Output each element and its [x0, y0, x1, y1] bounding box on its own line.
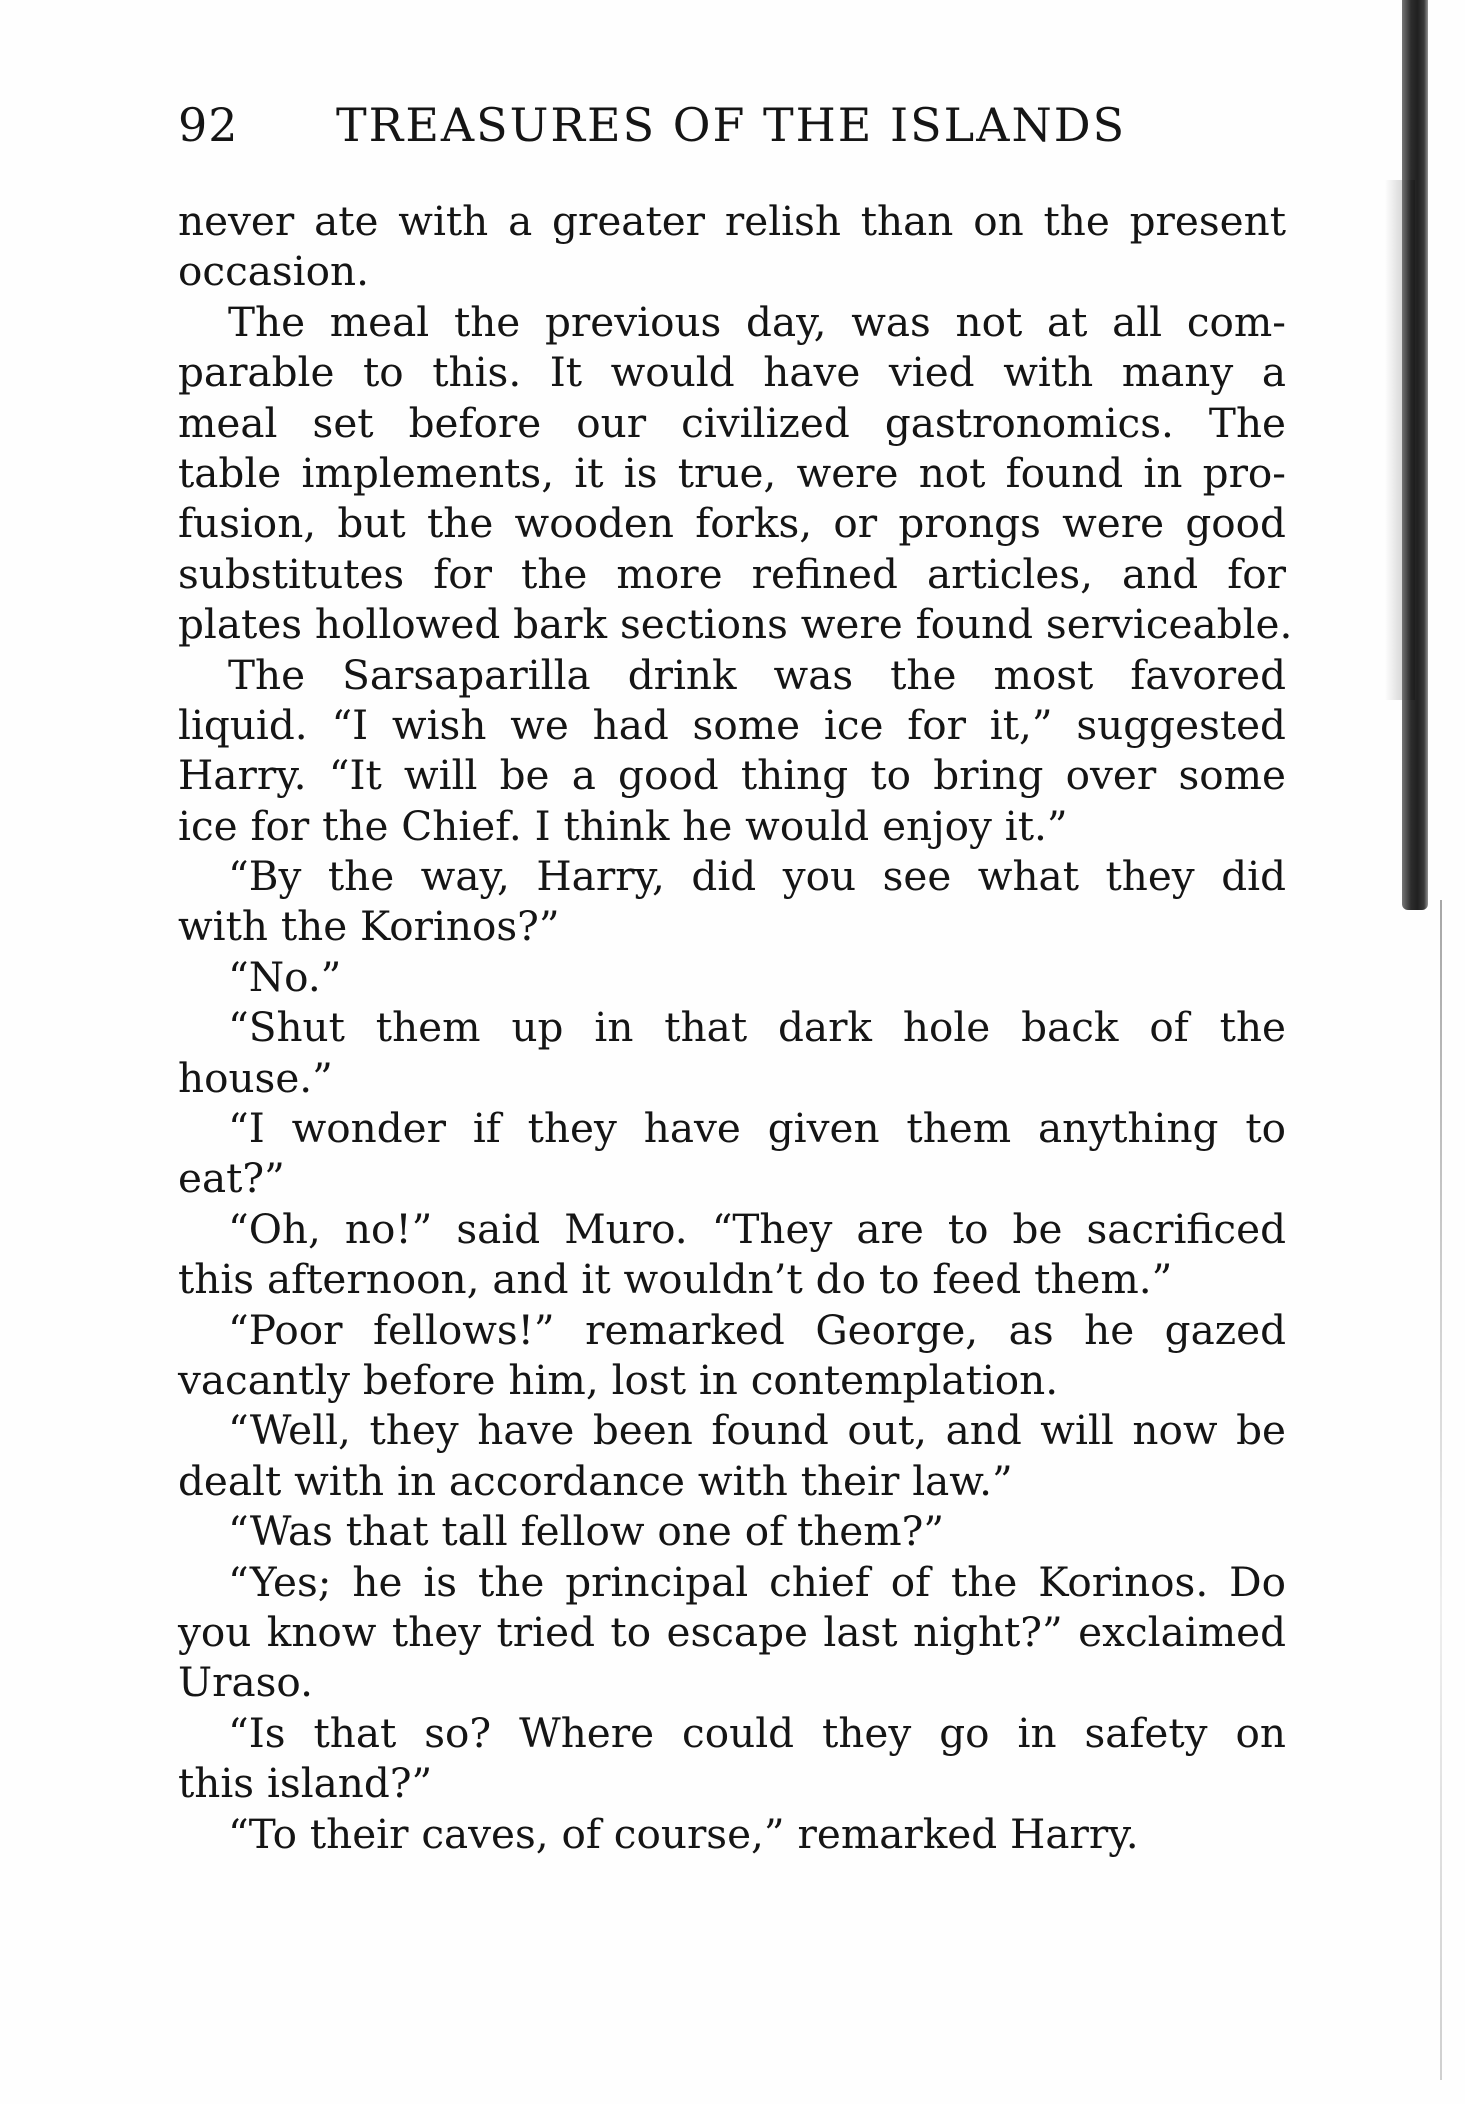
body-text	[178, 196, 1293, 1859]
text-line: never ate with a greater relish than on the present	[178, 197, 1286, 245]
text-line: Harry. “It will be a good thing to bring over some	[178, 751, 1286, 800]
text-line: occasion.	[178, 247, 369, 296]
page-edge-line	[1440, 900, 1442, 2080]
text-line: vacantly before him, lost in contemplation.	[178, 1355, 1059, 1404]
binding-shadow	[1402, 0, 1428, 910]
text-line: “No.”	[228, 952, 342, 1001]
text-line: this island?”	[178, 1759, 433, 1808]
text-line: Uraso.	[178, 1658, 313, 1707]
page-header	[178, 98, 1298, 158]
text-line: with the Korinos?”	[178, 902, 560, 951]
text-line: ice for the Chief. I think he would enjoy it.”	[178, 801, 1068, 850]
text-line: “Shut them up in that dark hole back of the	[228, 1003, 1286, 1052]
text-line: parable to this. It would have vied with many a	[178, 348, 1286, 397]
text-line: “By the way, Harry, did you see what they did	[228, 852, 1286, 901]
text-line: “Poor fellows!” remarked George, as he gazed	[228, 1305, 1286, 1354]
text-line: you know they tried to escape last night?” exclaimed	[178, 1607, 1286, 1656]
text-line: meal set before our civilized gastronomics. The	[178, 398, 1286, 447]
text-line: substitutes for the more refined articles, and for	[178, 549, 1286, 598]
text-line: The meal the previous day, was not at all com-	[228, 297, 1286, 346]
text-line: table implements, it is true, were not found in pro-	[178, 448, 1286, 497]
text-line: this afternoon, and it wouldn’t do to feed them.”	[178, 1255, 1173, 1304]
running-title: TREASURES OF THE ISLANDS	[336, 98, 1127, 152]
text-line: “Yes; he is the principal chief of the Korinos. Do	[228, 1557, 1286, 1606]
text-line: house.”	[178, 1053, 333, 1102]
text-line: The Sarsaparilla drink was the most favored	[228, 650, 1286, 699]
text-line: “I wonder if they have given them anything to	[228, 1104, 1286, 1153]
text-line: “Was that tall fellow one of them?”	[228, 1507, 945, 1556]
text-line: “To their caves, of course,” remarked Harry.	[228, 1809, 1139, 1858]
text-line: “Is that so? Where could they go in safety on	[228, 1708, 1286, 1757]
text-line: “Well, they have been found out, and will now be	[228, 1406, 1286, 1455]
text-line: eat?”	[178, 1154, 285, 1203]
text-line: plates hollowed bark sections were found serviceable.	[178, 600, 1293, 649]
page-number: 92	[178, 98, 239, 152]
text-line: fusion, but the wooden forks, or prongs were good	[178, 499, 1286, 548]
text-line: dealt with in accordance with their law.”	[178, 1456, 1013, 1505]
text-line: liquid. “I wish we had some ice for it,” suggested	[178, 700, 1286, 749]
text-line: “Oh, no!” said Muro. “They are to be sacrificed	[228, 1204, 1286, 1253]
